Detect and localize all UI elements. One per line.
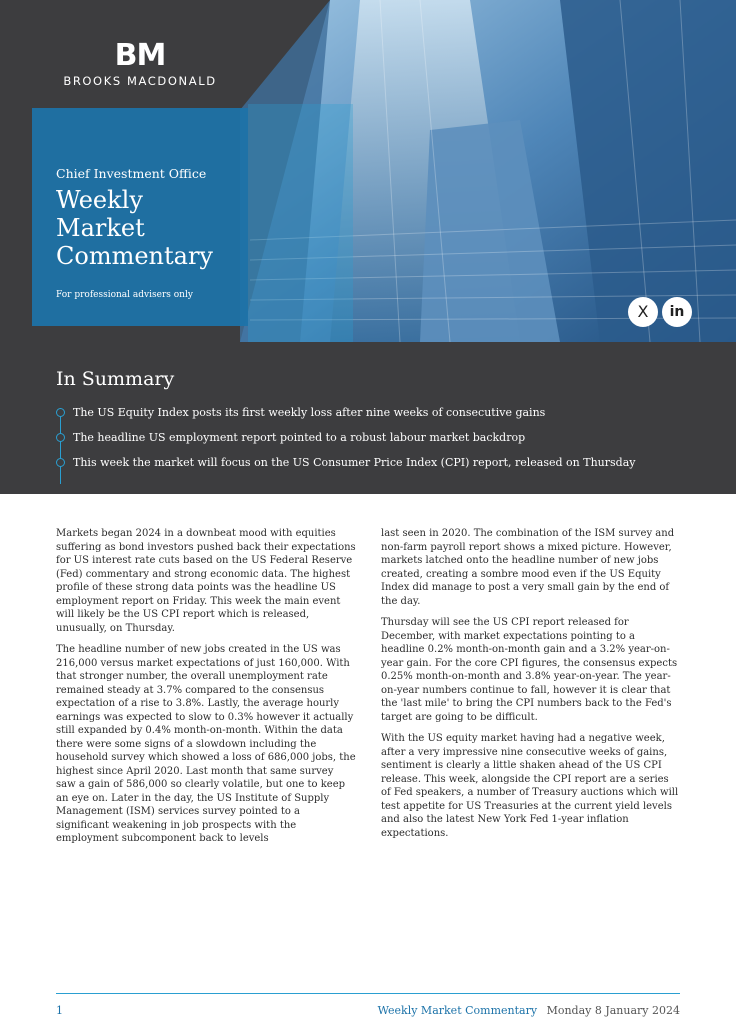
logo-mark: BM (114, 38, 166, 73)
hero-banner (0, 0, 736, 342)
logo-wordmark: BROOKS MACDONALD (63, 74, 217, 88)
footer-date: Monday 8 January 2024 (546, 1004, 680, 1017)
body-paragraph: The headline number of new jobs created in the US was 216,000 versus market expectations of just 160,000. With that stronger number, the overall unemployment rate remained steady at 3.7% compared to the consensus expectation of a rise to 3.8%. Lastly, the average hourly earnings was expected to slow to 0.3% however it actually still expanded by 0.4% month-on-month. Within the data there were some signs of a slowdown including the household survey which showed a loss of 686,000 jobs, the highest since April 2020. Last month that same survey saw a gain of 586,000 so clearly volatile, but one to keep an eye on. Later in the day, the US Institute of Supply Management (ISM) services survey pointed to a significant weakening in job prospects with the employment subcomponent back to levels (56, 644, 356, 844)
bullet-icon (56, 458, 65, 467)
audience-note: For professional advisers only (56, 290, 193, 300)
body-paragraph: last seen in 2020. The combination of the ISM survey and non-farm payroll report shows a mixed picture. However, markets latched onto the headline number of new jobs created, creating a sombre mood even if the US Equity Index did manage to post a very small gain by the end of the day. (381, 528, 675, 607)
decorative-strip (248, 104, 353, 342)
x-icon[interactable]: X (628, 297, 658, 327)
summary-item: The US Equity Index posts its first weekly loss after nine weeks of consecutive gains (73, 406, 546, 419)
bullet-icon (56, 408, 65, 417)
title-line: Market (56, 214, 145, 242)
body-paragraph: With the US equity market having had a negative week, after a very impressive nine consecutive weeks of gains, sentiment is clearly a little shaken ahead of the US CPI release. This week, alongside the CPI report are a series of Fed speakers, a number of Treasury auctions which will test appetite for US Treasuries at the current yield levels and also the latest New York Fed 1-year inflation expectations. (381, 733, 679, 839)
summary-title: In Summary (56, 368, 175, 390)
summary-timeline (60, 408, 61, 484)
linkedin-icon[interactable]: in (662, 297, 692, 327)
footer-title: Weekly Market Commentary (377, 1004, 538, 1017)
footer-divider (56, 993, 680, 994)
footer-meta (378, 1004, 680, 1017)
page-title (56, 186, 246, 270)
brand-logo[interactable] (56, 40, 224, 88)
summary-item: This week the market will focus on the US Consumer Price Index (CPI) report, released on Thursday (73, 456, 636, 469)
page-number: 1 (56, 1004, 63, 1017)
body-column-right (381, 527, 681, 848)
bullet-icon (56, 433, 65, 442)
body-column-left (56, 527, 356, 854)
summary-section (0, 342, 736, 494)
office-label: Chief Investment Office (56, 166, 207, 181)
title-line: Commentary (56, 242, 213, 270)
body-paragraph: Thursday will see the US CPI report released for December, with market expectations pointing to a headline 0.2% month-on-month gain and a 3.2% year-on-year gain. For the core CPI figures, the consensus expects 0.25% month-on-month and 3.8% year-on-year. The year-on-year numbers continue to fall, however it is clear that the 'last mile' to bring the CPI numbers back to the Fed's target are going to be difficult. (381, 617, 678, 723)
title-line: Weekly (56, 186, 143, 214)
summary-item: The headline US employment report pointed to a robust labour market backdrop (73, 431, 526, 444)
body-paragraph: Markets began 2024 in a downbeat mood with equities suffering as bond investors pushed back their expectations for US interest rate cuts based on the US Federal Reserve (Fed) commentary and strong economic data. The highest profile of these strong data points was the headline US employment report on Friday. This week the main event will likely be the US CPI report which is released, unusually, on Thursday. (56, 528, 356, 634)
